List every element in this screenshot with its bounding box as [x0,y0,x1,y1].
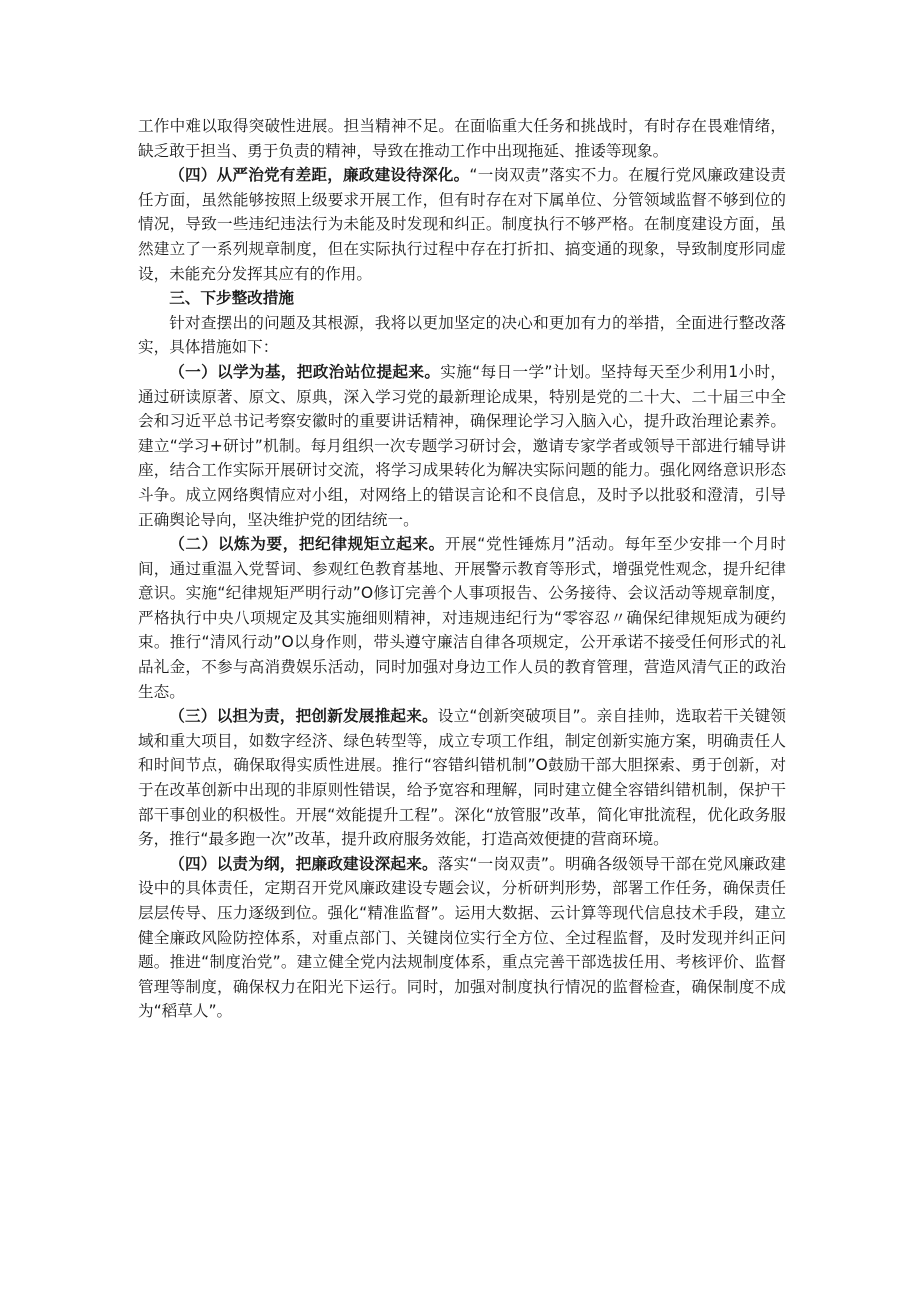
paragraph-lead: （二）以炼为要，把纪律规矩立起来。 [169,535,445,554]
paragraph-measure-three [138,704,786,852]
paragraph-text: 针对查摆出的问题及其根源，我将以更加坚定的决心和更加有力的举措，全面进行整改落实，具体措施如下： [138,313,786,357]
paragraph-problem-four [138,163,786,286]
paragraph-text: 工作中难以取得突破性进展。担当精神不足。在面临重大任务和挑战时，有时存在畏难情绪，缺乏敢于担当、勇于负责的精神，导致在推动工作中出现拖延、推诿等现象。 [138,117,786,160]
paragraph-measure-one [138,360,786,532]
document-page [138,114,786,1024]
paragraph-lead: （四）以责为纲，把廉政建设深起来。 [169,854,438,873]
paragraph-continuation [138,114,786,163]
paragraph-intro [138,311,786,360]
paragraph-text: 设立“创新突破项目”。亲自挂帅，选取若干关键领域和重大项目，如数字经济、绿色转型等，成立专项工作组，制定创新实施方案，明确责任人和时间节点，确保取得实质性进展。推行“容错纠错机制”O鼓励干部大胆探索、勇于创新，对于在改革创新中出现的非原则性错误，给予宽容和理解，同时建立健全容错纠错机制，保护干部干事创业的积极性。开展“效能提升工程”。深化“放管服”改革，简化审批流程，优化政务服务，推行“最多跑一次”改革，提升政府服务效能，打造高效便捷的营商环境。 [138,707,786,849]
section-heading: 三、下步整改措施 [169,289,294,308]
paragraph-lead: （一）以学为基，把政治站位提起来。 [169,362,441,381]
paragraph-text: 落实“一岗双责”。明确各级领导干部在党风廉政建设中的具体责任，定期召开党风廉政建设专题会议，分析研判形势，部署工作任务，确保责任层层传导、压力逐级到位。强化“精准监督”。运用大数据、云计算等现代信息技术手段，建立健全廉政风险防控体系，对重点部门、关键岗位实行全方位、全过程监督，及时发现并纠正问题。推进“制度治党”。建立健全党内法规制度体系，重点完善干部选拔任用、考核评价、监督管理等制度，确保权力在阳光下运行。同时，加强对制度执行情况的监督检查，确保制度不成为“稻草人”。 [138,854,786,1021]
paragraph-measure-two [138,532,786,704]
paragraph-lead: （三）以担为责，把创新发展推起来。 [169,707,438,726]
paragraph-text: 开展“党性锤炼月”活动。每年至少安排一个月时间，通过重温入党誓词、参观红色教育基地、开展警示教育等形式，增强党性观念，提升纪律意识。实施“纪律规矩严明行动”O修订完善个人事项报告、公务接待、会议活动等规章制度，严格执行中央八项规定及其实施细则精神，对违规违纪行为“零容忍〃确保纪律规矩成为硬约束。推行“清风行动”O以身作则，带头遵守廉洁自律各项规定，公开承诺不接受任何形式的礼品礼金，不参与高消费娱乐活动，同时加强对身边工作人员的教育管理，营造风清气正的政治生态。 [138,535,786,701]
paragraph-measure-four [138,852,786,1024]
paragraph-text: “一岗双责”落实不力。在履行党风廉政建设责任方面，虽然能够按照上级要求开展工作，但有时存在对下属单位、分管领域监督不够到位的情况，导致一些违纪违法行为未能及时发现和纠正。制度执行不够严格。在制度建设方面，虽然建立了一系列规章制度，但在实际执行过程中存在打折扣、搞变通的现象，导致制度形同虚设，未能充分发挥其应有的作用。 [138,166,786,283]
paragraph-text: 实施“每日一学”计划。坚持每天至少利用1小时，通过研读原著、原文、原典，深入学习党的最新理论成果，特别是党的二十大、二十届三中全会和习近平总书记考察安徽时的重要讲话精神，确保理论学习入脑入心，提升政治理论素养。建立“学习+研讨”机制。每月组织一次专题学习研讨会，邀请专家学者或领导干部进行辅导讲座，结合工作实际开展研讨交流，将学习成果转化为解决实际问题的能力。强化网络意识形态斗争。成立网络舆情应对小组，对网络上的错误言论和不良信息，及时予以批驳和澄清，引导正确舆论导向，坚决维护党的团结统一。 [138,362,786,529]
paragraph-lead: （四）从严治党有差距，廉政建设待深化。 [169,166,470,185]
